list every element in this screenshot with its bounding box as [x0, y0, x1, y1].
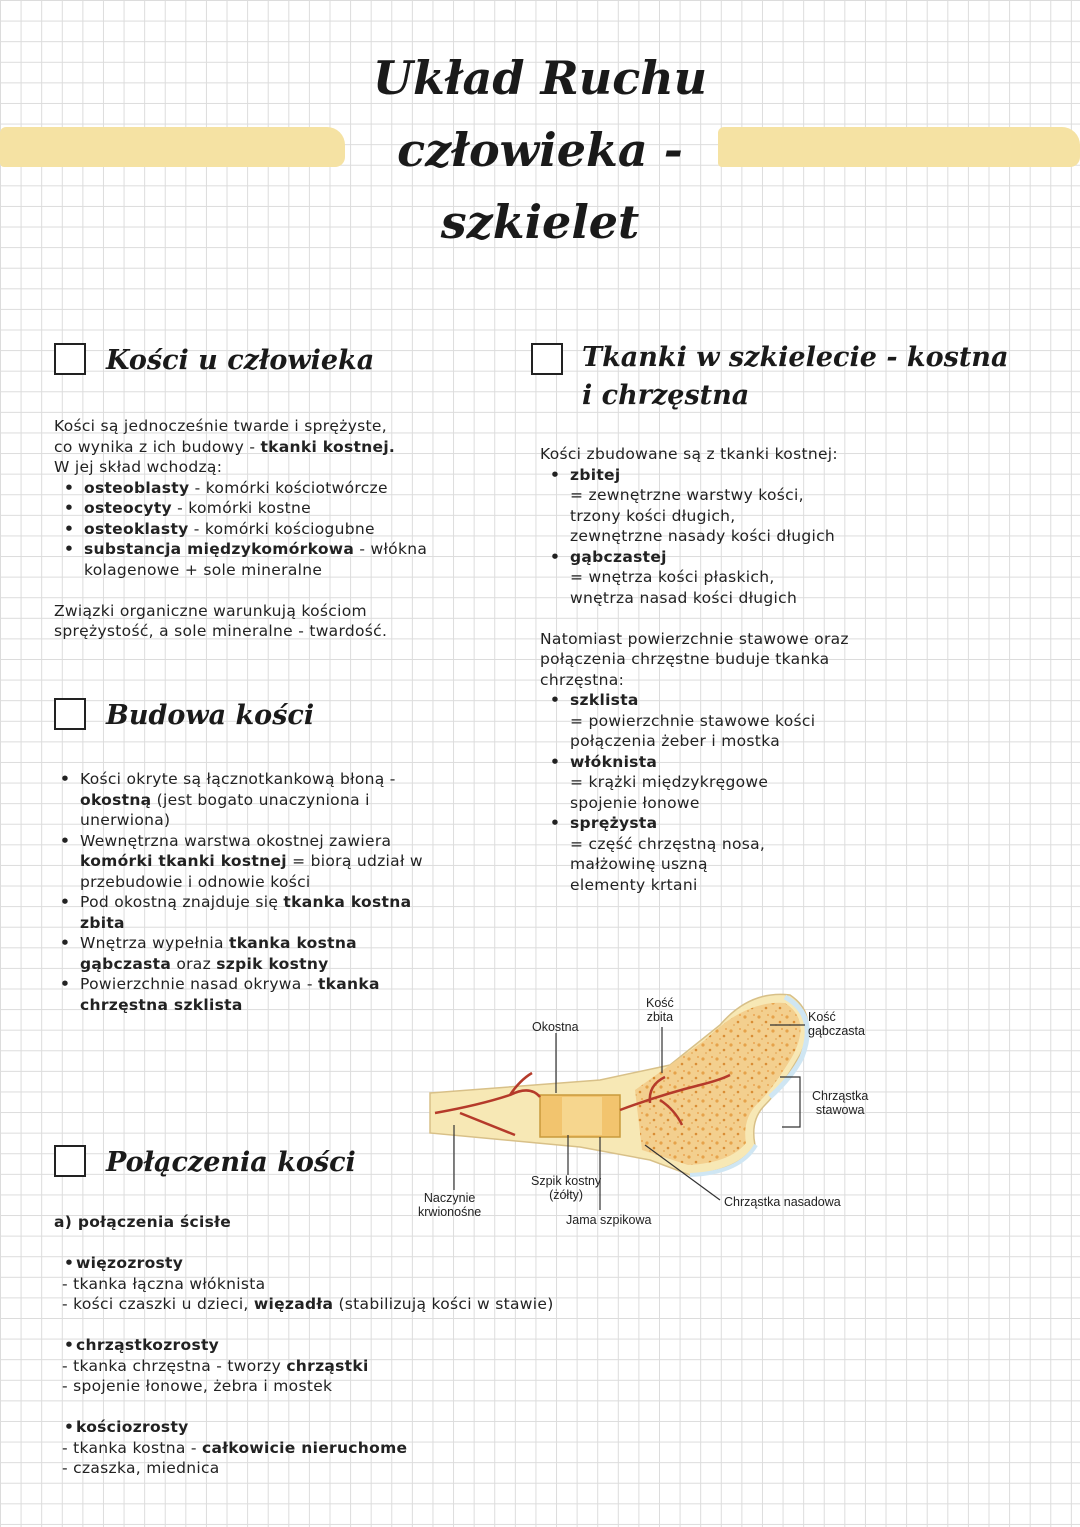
label-naczynie: Naczynie krwionośne — [418, 1191, 482, 1219]
list-item: • kościozrosty — [54, 1417, 554, 1438]
cell-list — [54, 478, 427, 581]
list-item: • substancja międzykomórkowa - włókna kolagenowe + sole mineralne — [54, 539, 427, 580]
label-kosc-zbita: Kość zbita — [646, 996, 674, 1024]
label-kosc-gabczasta: Kość gąbczasta — [808, 1010, 865, 1038]
title-line-2: człowieka - — [397, 123, 683, 177]
list-item: • więzozrosty — [54, 1253, 554, 1274]
heading-budowa: Budowa kości — [106, 700, 315, 731]
title-line-1: Układ Ruchu — [372, 51, 708, 105]
list-item: • Wnętrza wypełnia tkanka kostna gąbczasta oraz szpik kostny — [50, 933, 423, 974]
list-item: • osteoklasty - komórki kościogubne — [54, 519, 427, 540]
label-chrzastka-nasadowa: Chrząstka nasadowa — [724, 1195, 841, 1209]
checkbox-budowa[interactable] — [54, 698, 86, 730]
sec3-subheading: a) połączenia ścisłe — [54, 1213, 232, 1231]
heading-polaczenia: Połączenia kości — [106, 1147, 356, 1178]
list-item: • osteocyty - komórki kostne — [54, 498, 427, 519]
list-item: • zbitej = zewnętrzne warstwy kości, trzony kości długich, zewnętrzne nasady kości długich — [540, 465, 849, 547]
sec3-body: • więzozrosty - tkanka łączna włóknista - kości czaszki u dzieci, więzadła (stabilizują kości w stawie) • chrząstkozrosty - tkanka chrzęstna - tworzy chrząstki - spojenie łonowe, żebra i mostek • kościozrosty - tkanka kostna - całkowicie nieruchome - czaszka, miednica — [62, 1253, 554, 1479]
label-szpik: Szpik kostny (żółty) — [531, 1174, 602, 1202]
page-title — [0, 42, 1080, 258]
title-line-3: szkielet — [440, 195, 640, 249]
list-item: • szklista = powierzchnie stawowe kości połączenia żeber i mostka — [540, 690, 849, 752]
label-okostna: Okostna — [532, 1020, 579, 1034]
list-item: • gąbczastej = wnętrza kości płaskich, wnętrza nasad kości długich — [540, 547, 849, 609]
list-item: • chrząstkozrosty — [54, 1335, 554, 1356]
checkbox-kosci[interactable] — [54, 343, 86, 375]
sec1-body: Kości są jednocześnie twarde i sprężyste, co wynika z ich budowy - tkanki kostnej. W jej skład wchodzą: • osteoblasty - komórki kościotwórcze • osteocyty - komórki kostne • osteoklasty - komórki kościogubne • substancja międzykomórkowa - włókna kolagenowe + sole mineralne Związki organiczne warunkują kościom sprężystość, a sole mineralne - twardość. — [54, 416, 427, 642]
list-item: • Kości okryte są łącznotkankową błoną - okostną (jest bogato unaczyniona i unerwiona) — [50, 769, 423, 831]
list-item: • sprężysta = część chrzęstną nosa, małżowinę uszną elementy krtani — [540, 813, 849, 895]
list-item: • włóknista = krążki międzykręgowe spojenie łonowe — [540, 752, 849, 814]
right-body: Kości zbudowane są z tkanki kostnej: • zbitej = zewnętrzne warstwy kości, trzony kości długich, zewnętrzne nasady kości długich • gąbczastej = wnętrza kości płaskich, wnętrza nasad kości długich Natomiast powierzchnie stawowe oraz połączenia chrzęstne buduje tkanka chrzęstna: • szklista = powierzchnie stawowe kości połączenia żeber i mostka • włóknista = krążki międzykręgowe spojenie łonowe • sprężysta = część chrzęstną nosa, małżowinę uszną elementy krtani — [540, 444, 849, 895]
checkbox-polaczenia[interactable] — [54, 1145, 86, 1177]
heading-kosci: Kości u człowieka — [106, 345, 375, 376]
list-item: • Wewnętrzna warstwa okostnej zawiera komórki tkanki kostnej = biorą udział w przebudowie i odnowie kości — [50, 831, 423, 893]
checkbox-tkanki[interactable] — [531, 343, 563, 375]
sec2-body — [50, 769, 423, 1015]
label-chrzastka-stawowa: Chrząstka stawowa — [812, 1089, 869, 1117]
list-item: • osteoblasty - komórki kościotwórcze — [54, 478, 427, 499]
heading-tkanki: Tkanki w szkielecie - kostna i chrzęstna — [582, 342, 1009, 411]
label-jama-szpikowa: Jama szpikowa — [566, 1213, 652, 1227]
list-item: • Pod okostną znajduje się tkanka kostna zbita — [50, 892, 423, 933]
list-item: • Powierzchnie nasad okrywa - tkanka chrzęstna szklista — [50, 974, 423, 1015]
